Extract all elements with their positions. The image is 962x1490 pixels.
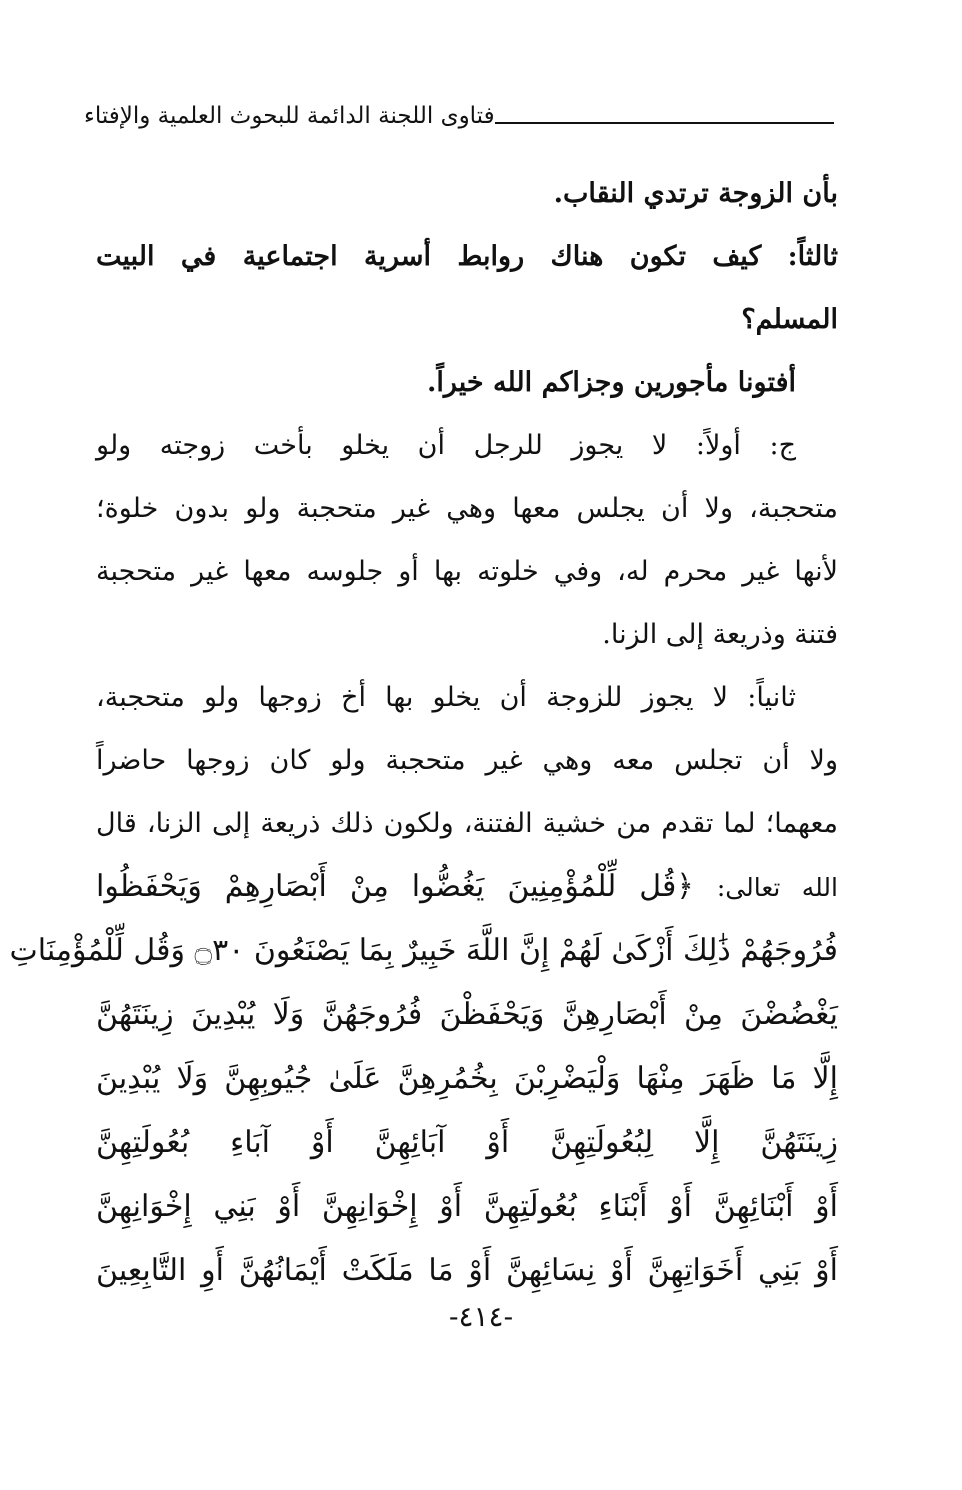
header-rule — [495, 122, 834, 124]
quran-verse-line-1 — [96, 855, 838, 919]
answer-two-line-3: معهما؛ لما تقدم من خشية الفتنة، ولكون ذلك ذريعة إلى الزنا، قال — [96, 808, 838, 839]
answer-one-line-3: لأنها غير محرم له، وفي خلوته بها أو جلوسه معها غير متحجبة — [96, 556, 838, 587]
question-three-line-2: المسلم؟ — [741, 304, 838, 335]
quran-verse-line-2: فُرُوجَهُمْ ذَٰلِكَ أَزْكَىٰ لَهُمْ إِنَّ اللَّهَ خَبِيرٌ بِمَا يَصْنَعُونَ ۝٣٠ وَقُل لِّلْمُؤْمِنَاتِ — [9, 933, 838, 968]
answer-two-line-1: ثانياً: لا يجوز للزوجة أن يخلو بها أخ زوجها ولو متحجبة، — [96, 682, 796, 713]
quran-verse-line-7: أَوْ بَنِي أَخَوَاتِهِنَّ أَوْ نِسَائِهِنَّ أَوْ مَا مَلَكَتْ أَيْمَانُهُنَّ أَوِ التَّابِعِينَ — [96, 1253, 838, 1288]
verse-text-1: ﴿قُل لِّلْمُؤْمِنِينَ يَغُضُّوا مِنْ أَبْصَارِهِمْ وَيَحْفَظُوا — [96, 869, 694, 904]
closing-request: أفتونا مأجورين وجزاكم الله خيراً. — [426, 367, 796, 398]
running-title: فتاوى اللجنة الدائمة للبحوث العلمية والإفتاء — [84, 103, 495, 129]
question-end-line: بأن الزوجة ترتدي النقاب. — [553, 178, 838, 209]
verse-intro: الله تعالى: — [716, 873, 838, 902]
answer-two-line-2: ولا أن تجلس معه وهي غير متحجبة ولو كان زوجها حاضراً — [96, 745, 838, 776]
quran-verse-line-3: يَغْضُضْنَ مِنْ أَبْصَارِهِنَّ وَيَحْفَظْنَ فُرُوجَهُنَّ وَلَا يُبْدِينَ زِينَتَهُنَّ — [96, 997, 838, 1032]
page-number: -٤١٤- — [448, 1300, 514, 1333]
answer-one-line-2: متحجبة، ولا أن يجلس معها وهي غير متحجبة ولو بدون خلوة؛ — [96, 493, 838, 524]
quran-verse-line-4: إِلَّا مَا ظَهَرَ مِنْهَا وَلْيَضْرِبْنَ بِخُمُرِهِنَّ عَلَىٰ جُيُوبِهِنَّ وَلَا يُبْدِينَ — [96, 1061, 838, 1096]
quran-verse-line-6: أَوْ أَبْنَائِهِنَّ أَوْ أَبْنَاءِ بُعُولَتِهِنَّ أَوْ إِخْوَانِهِنَّ أَوْ بَنِي إِخْوَانِهِنَّ — [96, 1189, 838, 1224]
question-three-line-1: ثالثاً: كيف تكون هناك روابط أسرية اجتماعية في البيت — [96, 241, 838, 272]
answer-one-line-4: فتنة وذريعة إلى الزنا. — [602, 619, 838, 650]
body-text — [9, 162, 838, 1303]
answer-one-line-1: ج: أولاً: لا يجوز للرجل أن يخلو بأخت زوجته ولو — [96, 430, 796, 461]
running-header — [70, 96, 834, 136]
quran-verse-line-5: زِينَتَهُنَّ إِلَّا لِبُعُولَتِهِنَّ أَوْ آبَائِهِنَّ أَوْ آبَاءِ بُعُولَتِهِنَّ — [96, 1125, 838, 1160]
